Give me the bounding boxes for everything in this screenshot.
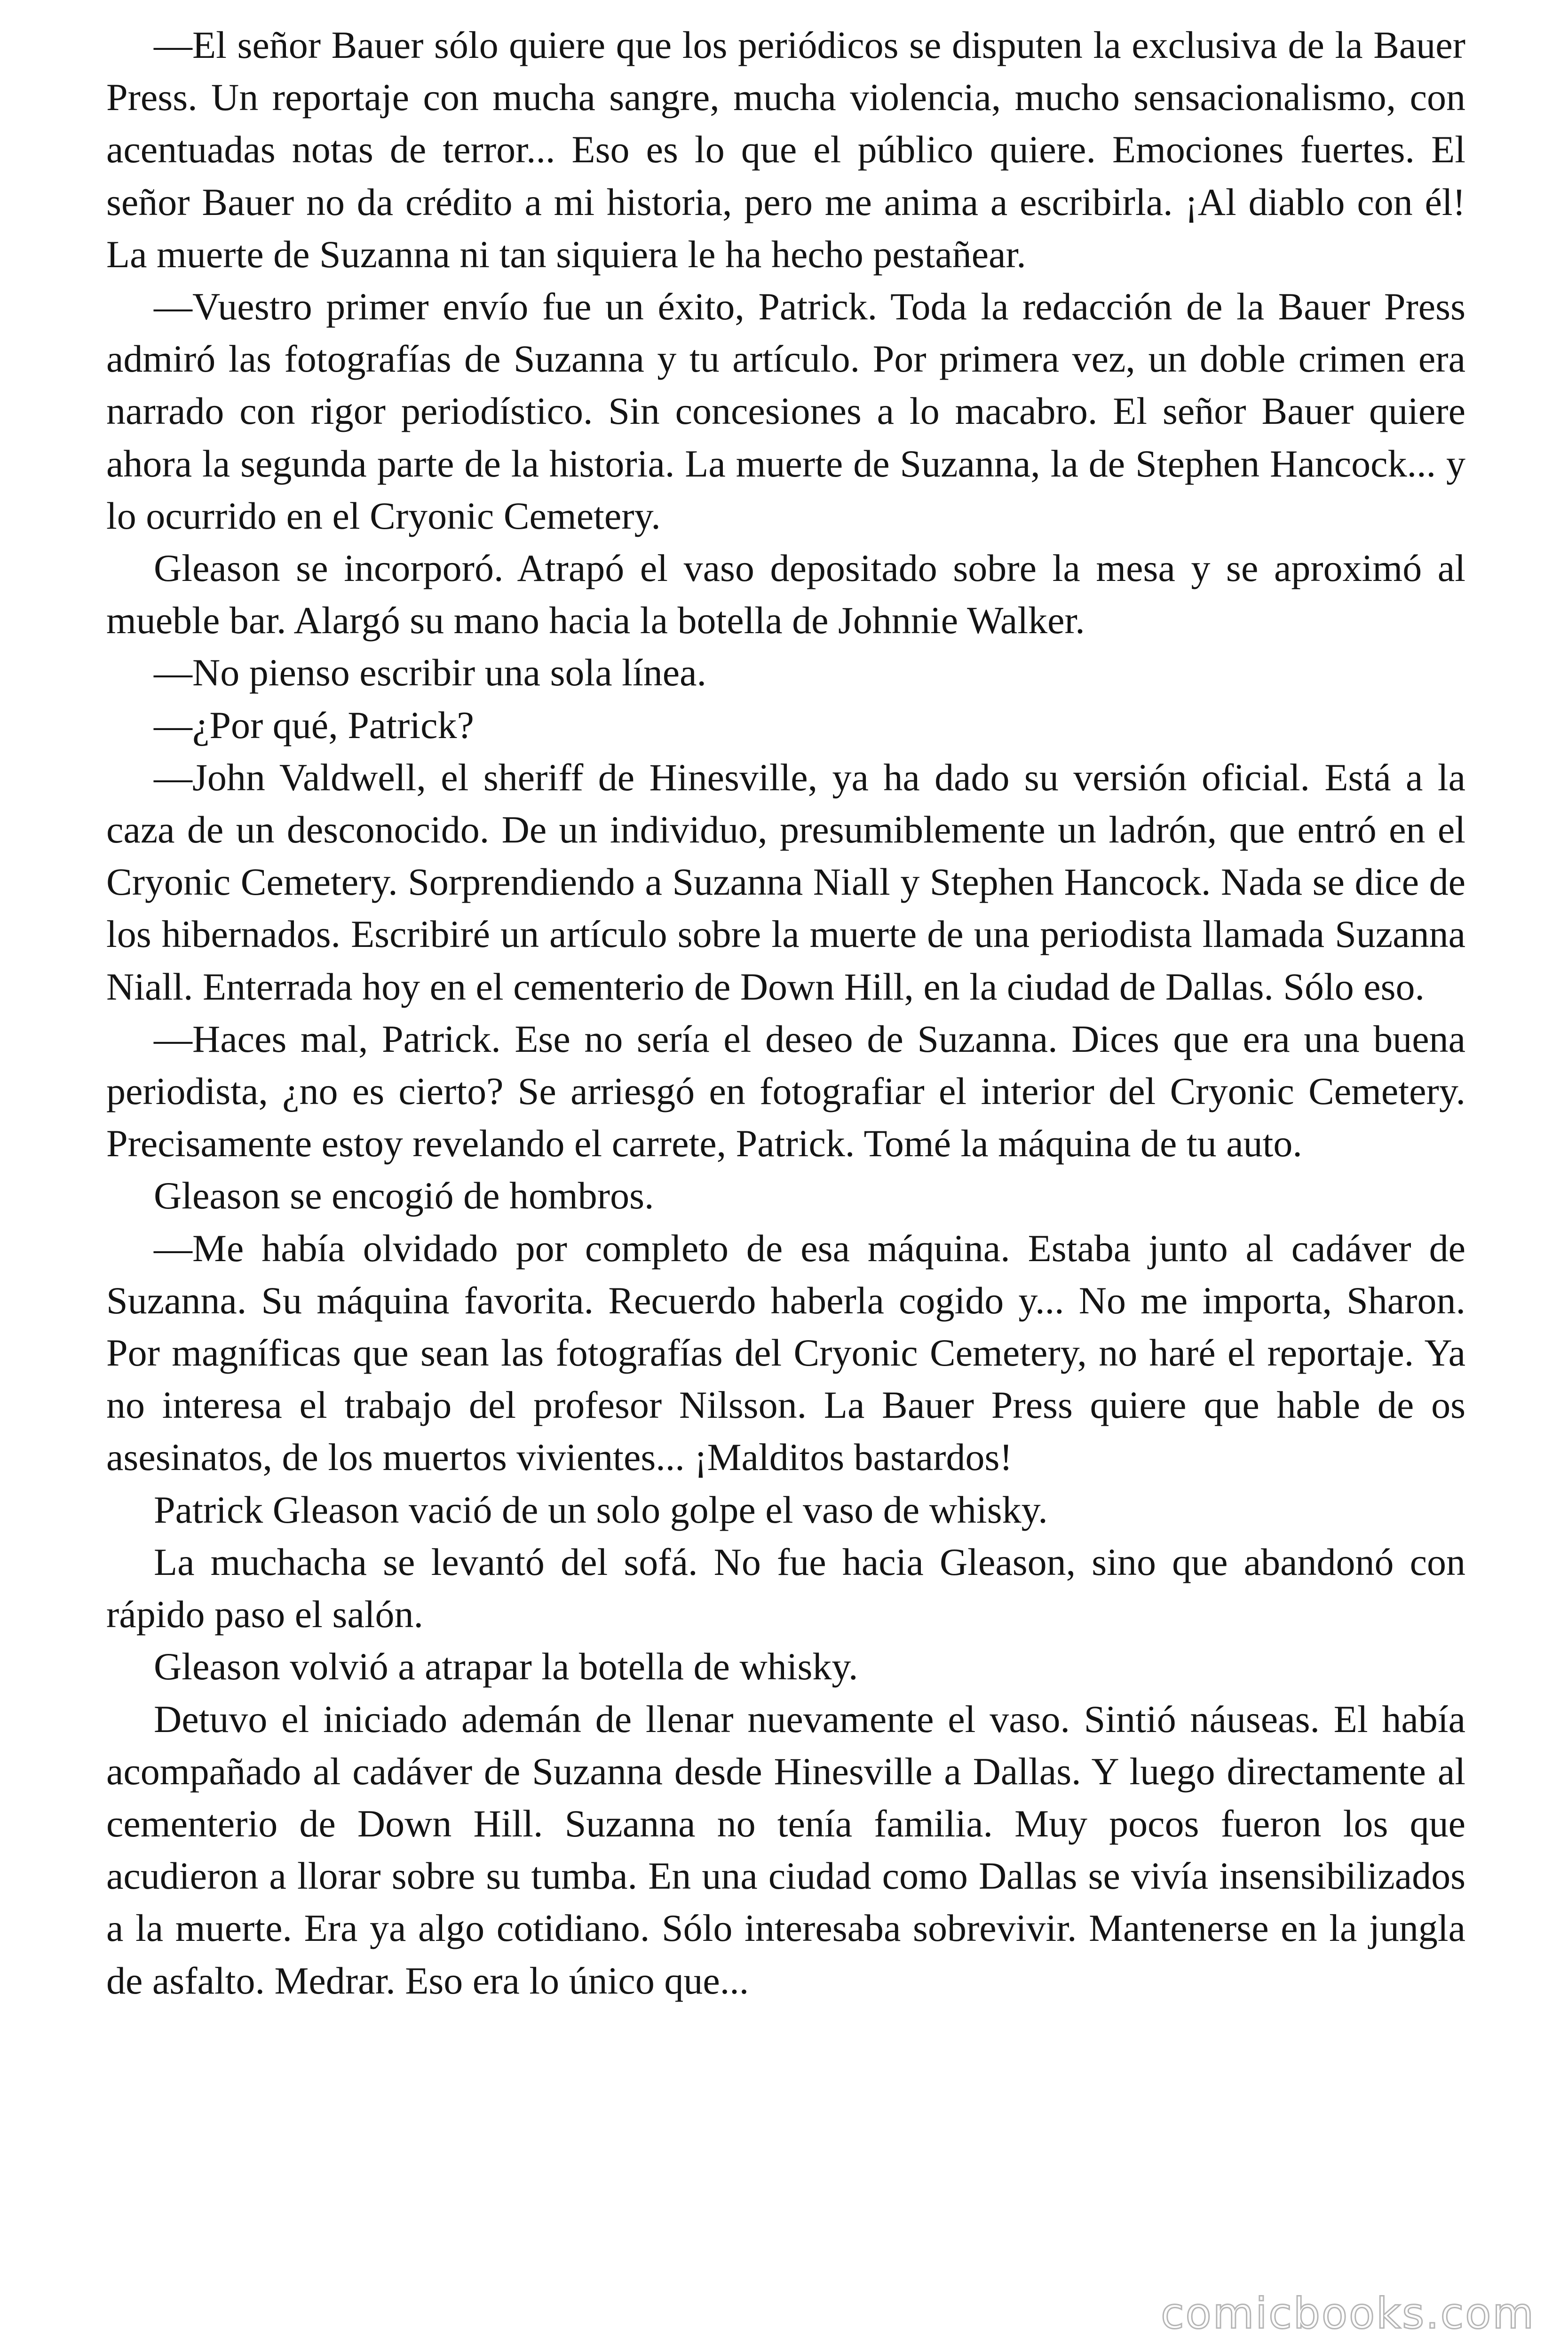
paragraph-5: —¿Por qué, Patrick?	[154, 703, 474, 747]
paragraph-1: —El señor Bauer sólo quiere que los periódicos se disputen la exclusiva de la Bauer Press. Un reportaje con mucha sangre, mucha violencia, mucho sensacionalismo, con acentuadas notas de terror... Eso es lo que el público quiere. Emociones fuertes. El señor Bauer no da crédito a mi historia, pero me anima a escribirla. ¡Al diablo con él! La muerte de Suzanna ni tan siquiera le ha hecho pestañear.	[106, 24, 1465, 276]
paragraph-9: —Me había olvidado por completo de esa máquina. Estaba junto al cadáver de Suzanna. Su máquina favorita. Recuerdo haberla cogido y... No me importa, Sharon. Por magníficas que sean las fotografías del Cryonic Cemetery, no haré el reportaje. Ya no interesa el trabajo del profesor Nilsson. La Bauer Press quiere que hable de os asesinatos, de los muertos vivientes... ¡Malditos bastardos!	[106, 1226, 1465, 1479]
paragraph-4: —No pienso escribir una sola línea.	[154, 651, 707, 694]
paragraph-8: Gleason se encogió de hombros.	[154, 1174, 654, 1217]
paragraph-13: Detuvo el iniciado ademán de llenar nuevamente el vaso. Sintió náuseas. El había acompañado al cadáver de Suzanna desde Hinesville a Dallas. Y luego directamente al cementerio de Down Hill. Suzanna no tenía familia. Muy pocos fueron los que acudieron a llorar sobre su tumba. En una ciudad como Dallas se vivía insensibilizados a la muerte. Era ya algo cotidiano. Sólo interesaba sobrevivir. Mantenerse en la jungla de asfalto. Medrar. Eso era lo único que...	[106, 1697, 1465, 2002]
paragraph-6: —John Valdwell, el sheriff de Hinesville, ya ha dado su versión oficial. Está a la caza de un desconocido. De un individuo, presumiblemente un ladrón, que entró en el Cryonic Cemetery. Sorprendiendo a Suzanna Niall y Stephen Hancock. Nada se dice de los hibernados. Escribiré un artículo sobre la muerte de una periodista llamada Suzanna Niall. Enterrada hoy en el cementerio de Down Hill, en la ciudad de Dallas. Sólo eso.	[106, 755, 1465, 1008]
paragraph-7: —Haces mal, Patrick. Ese no sería el deseo de Suzanna. Dices que era una buena periodista, ¿no es cierto? Se arriesgó en fotografiar el interior del Cryonic Cemetery. Precisamente estoy revelando el carrete, Patrick. Tomé la máquina de tu auto.	[106, 1017, 1465, 1165]
paragraph-2: —Vuestro primer envío fue un éxito, Patrick. Toda la redacción de la Bauer Press admiró las fotografías de Suzanna y tu artículo. Por primera vez, un doble crimen era narrado con rigor periodístico. Sin concesiones a lo macabro. El señor Bauer quiere ahora la segunda parte de la historia. La muerte de Suzanna, la de Stephen Hancock... y lo ocurrido en el Cryonic Cemetery.	[106, 285, 1465, 537]
paragraph-3: Gleason se incorporó. Atrapó el vaso depositado sobre la mesa y se aproximó al mueble bar. Alargó su mano hacia la botella de Johnnie Walker.	[106, 547, 1465, 642]
watermark: comicbooks.com	[1161, 2289, 1535, 2338]
page-body-text	[106, 19, 1465, 2007]
paragraph-12: Gleason volvió a atrapar la botella de whisky.	[154, 1645, 858, 1688]
paragraph-10: Patrick Gleason vació de un solo golpe el vaso de whisky.	[154, 1488, 1048, 1531]
paragraph-11: La muchacha se levantó del sofá. No fue hacia Gleason, sino que abandonó con rápido paso el salón.	[106, 1540, 1465, 1636]
